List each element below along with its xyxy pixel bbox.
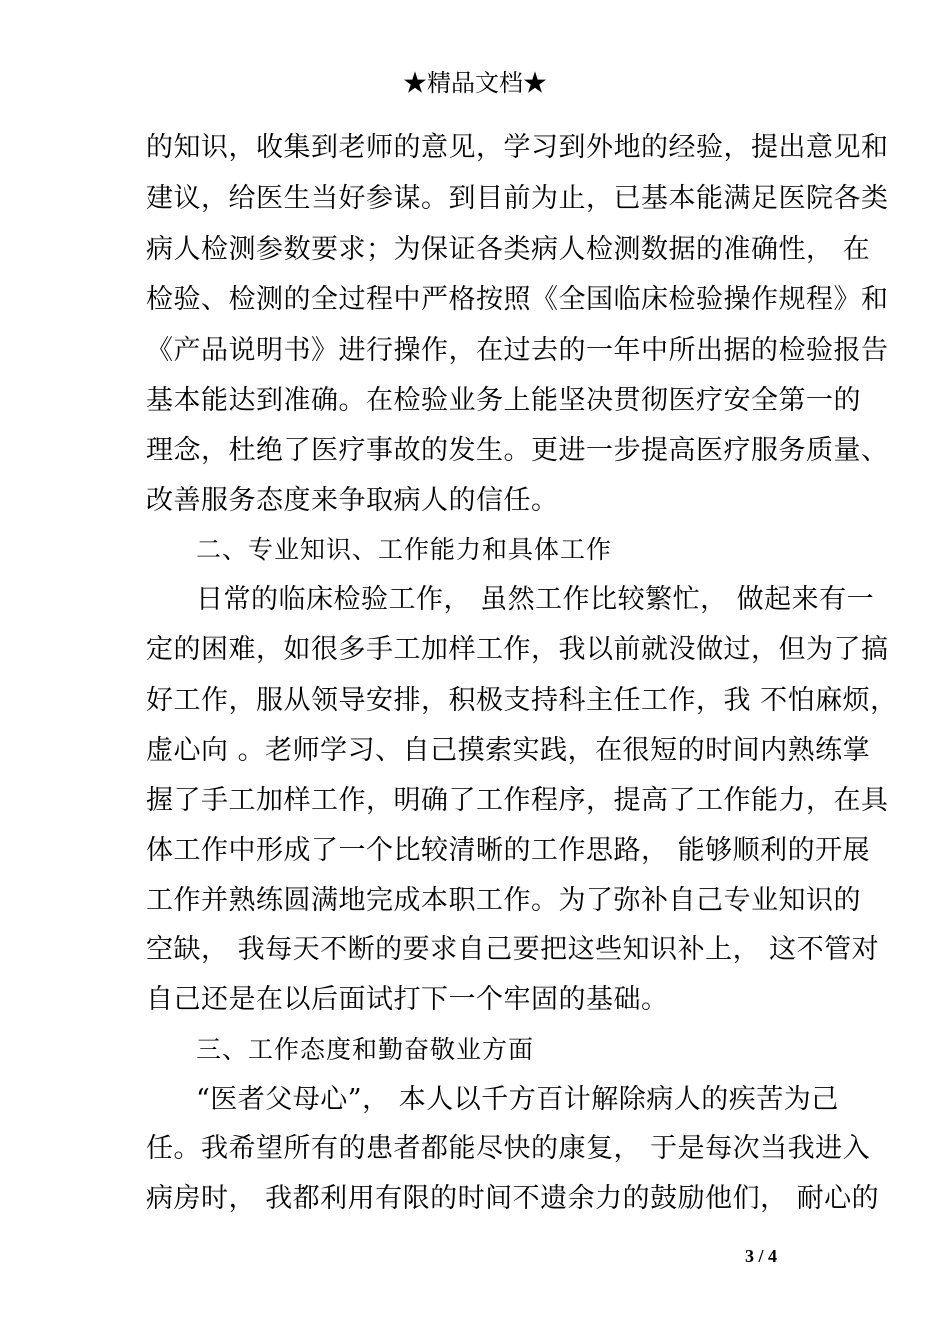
page-number: 3 / 4 [745,1246,778,1266]
body-line: 体工作中形成了一个比较清晰的工作思路， 能够顺利的开展 [146,835,871,866]
body-line: 日常的临床检验工作， 虽然工作比较繁忙， 做起来有一 [196,584,875,615]
body-line: 检验、检测的全过程中严格按照《全国临床检验操作规程》和 [146,284,889,315]
body-line: 任。我希望所有的患者都能尽快的康复， 于是每次当我进入 [146,1133,871,1164]
body-line: 自己还是在以后面试打下一个牢固的基础。 [146,984,669,1015]
body-line: 《产品说明书》进行操作，在过去的一年中所出据的检验报告 [146,335,889,366]
body-line: 建议，给医生当好参谋。到目前为止，已基本能满足医院各类 [146,183,889,214]
body-line: 理念，杜绝了医疗事故的发生。更进一步提高医疗服务质量、 [146,435,889,466]
body-line: 改善服务态度来争取病人的信任。 [146,485,559,516]
section-heading: 三、工作态度和勤奋敬业方面 [196,1035,535,1064]
body-line: 的知识，收集到老师的意见，学习到外地的经验，提出意见和 [146,132,889,163]
body-line: 握了手工加样工作，明确了工作程序，提高了工作能力，在具 [146,785,889,816]
document-header: ★精品文档★ [403,69,547,97]
section-heading: 二、专业知识、工作能力和具体工作 [196,535,613,564]
body-line: 空缺， 我每天不断的要求自己要把这些知识补上， 这不管对 [146,934,880,965]
body-line: 工作并熟练圆满地完成本职工作。为了弥补自己专业知识的 [146,885,861,916]
body-line: 虚心向 。老师学习、自己摸索实践，在很短的时间内熟练掌 [146,735,871,766]
body-line: 病房时， 我都利用有限的时间不遗余力的鼓励他们， 耐心的 [146,1183,880,1214]
body-line: “医者父母心”， 本人以千方百计解除病人的疾苦为己 [196,1084,839,1115]
body-line: 定的困难，如很多手工加样工作，我以前就没做过，但为了搞 [146,634,889,665]
body-line: 好工作，服从领导安排，积极支持科主任工作，我 不怕麻烦， [146,685,898,716]
body-line: 病人检测参数要求；为保证各类病人检测数据的准确性， 在 [146,234,871,265]
body-line: 基本能达到准确。在检验业务上能坚决贯彻医疗安全第一的 [146,385,861,416]
